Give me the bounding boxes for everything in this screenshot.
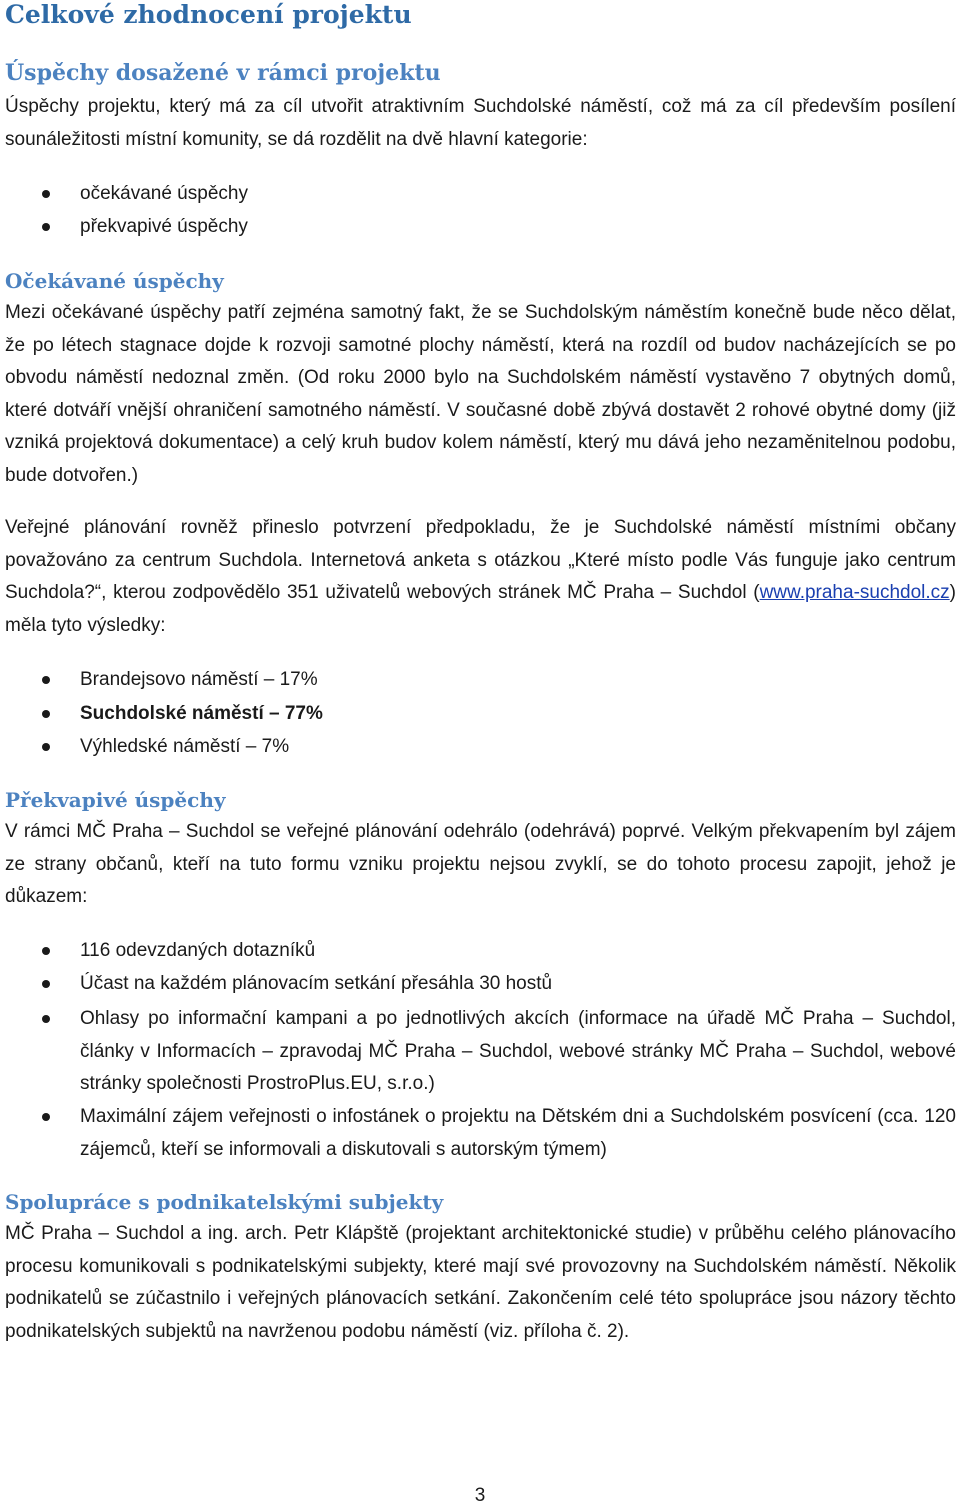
- bullet-icon: [42, 743, 50, 751]
- bullet-icon: [42, 710, 50, 718]
- section-heading-expected: Očekávané úspěchy: [5, 269, 224, 293]
- bullet-icon: [42, 980, 50, 988]
- list-item: Maximální zájem veřejnosti o infostánek o projektu na Dětském dni a Suchdolském posvícení (cca. 120 zájemců, kteří se informovali a diskutovali s autorským týmem): [40, 1101, 956, 1166]
- section-heading-surprising: Překvapivé úspěchy: [5, 788, 226, 812]
- bullet-icon: [42, 1113, 50, 1121]
- bullet-icon: [42, 947, 50, 955]
- expected-paragraph: Mezi očekávané úspěchy patří zejména samotný fakt, že se Suchdolským náměstím konečně bude něco dělat, že po létech stagnace dojde k rozvoji samotné plochy náměstí, která na rozdíl od budov nacházejících se po obvodu náměstí nedoznal změn. (Od roku 2000 bylo na Suchdolském náměstí vystavěno 7 obytných domů, které dotváří vnější ohraničení samotného náměstí. V současné době zbývá dostavět 2 rohové obytné domy (již vzniká projektová dokumentace) a celý kruh budov kolem náměstí, který mu dává jeho nezaměnitelnou podobu, bude dotvořen.): [5, 302, 956, 486]
- website-link[interactable]: www.praha-suchdol.cz: [759, 582, 950, 603]
- list-item: Suchdolské náměstí – 77%: [40, 698, 956, 731]
- bullet-icon: [42, 676, 50, 684]
- cooperation-paragraph: MČ Praha – Suchdol a ing. arch. Petr Klápště (projektant architektonické studie) v průběhu celého plánovacího procesu komunikovali s podnikatelskými subjekty, které mají své provozovny na Suchdolském náměstí. Několik podnikatelů se zúčastnilo i veřejných plánovacích setkání. Zakončením celé této spolupráce jsou názory těchto podnikatelských subjektů na navrženou podobu náměstí (viz. příloha č. 2).: [5, 1223, 956, 1342]
- list-item: Ohlasy po informační kampani a po jednotlivých akcích (informace na úřadě MČ Praha – Suchdol, články v Informacích – zpravodaj MČ Praha – Suchdol, webové stránky MČ Praha – Suchdol, webové stránky společnosti ProstroPlus.EU, s.r.o.): [40, 1003, 956, 1101]
- list-item: očekávané úspěchy: [40, 178, 956, 211]
- section-heading-cooperation: Spolupráce s podnikatelskými subjekty: [5, 1190, 444, 1214]
- list-item: 116 odevzdaných dotazníků: [40, 935, 956, 968]
- list-item: Výhledské náměstí – 7%: [40, 731, 956, 764]
- list-item: Brandejsovo náměstí – 17%: [40, 664, 956, 697]
- section-heading-achievements: Úspěchy dosažené v rámci projektu: [5, 60, 441, 86]
- bullet-icon: [42, 223, 50, 231]
- list-item: překvapivé úspěchy: [40, 211, 956, 244]
- bullet-icon: [42, 1015, 50, 1023]
- list-item: Účast na každém plánovacím setkání přesáhla 30 hostů: [40, 968, 956, 1001]
- page-number: 3: [474, 1485, 486, 1506]
- survey-paragraph: Veřejné plánování rovněž přineslo potvrzení předpokladu, že je Suchdolské náměstí místními občany považováno za centrum Suchdola. Internetová anketa s otázkou „Které místo podle Vás funguje jako centrum Suchdola?“, kterou zodpovědělo 351 uživatelů webových stránek MČ Praha – Suchdol (www.praha-suchdol.cz) měla tyto výsledky:: [5, 517, 956, 636]
- surprising-paragraph: V rámci MČ Praha – Suchdol se veřejné plánování odehrálo (odehrává) poprvé. Velkým překvapením byl zájem ze strany občanů, kteří na tuto formu vzniku projektu nejsou zvyklí, se do tohoto procesu zapojit, jehož je důkazem:: [5, 821, 956, 907]
- bullet-icon: [42, 190, 50, 198]
- intro-paragraph: Úspěchy projektu, který má za cíl utvořit atraktivním Suchdolské náměstí, což má za cíl především posílení sounáležitosti místní komunity, se dá rozdělit na dvě hlavní kategorie:: [5, 96, 956, 150]
- page-title: Celkové zhodnocení projektu: [5, 0, 412, 29]
